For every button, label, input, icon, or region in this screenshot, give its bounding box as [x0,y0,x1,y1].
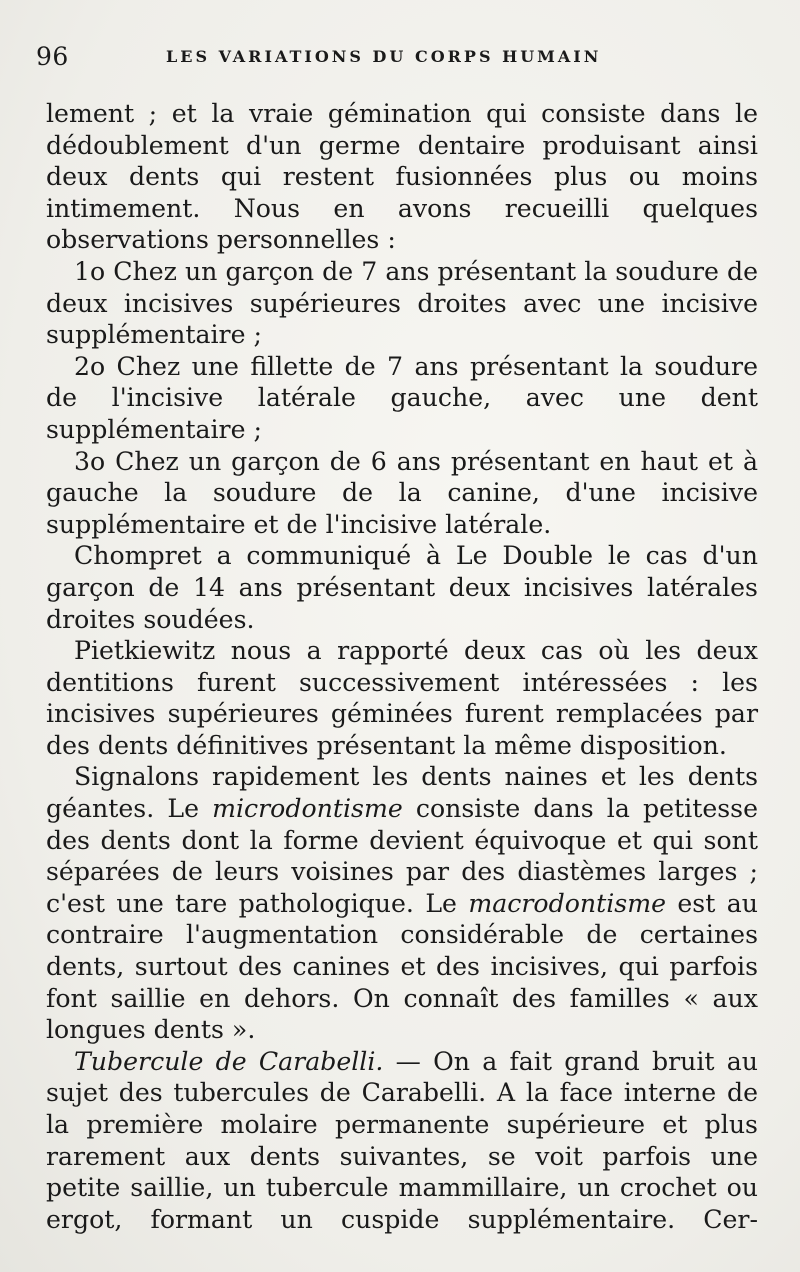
page-number: 96 [36,42,69,71]
paragraph-carabelli [46,1046,758,1236]
term-macrodontisme: macrodontisme [468,888,666,918]
term-microdontisme: microdontisme [212,794,403,824]
text-run: consiste dans la petitesse des dents dont la forme devient équivoque et qui sont séparées de leurs voisines par des diastèmes larges ; c'est une tare pathologique. Le [46,794,758,918]
paragraph-case-1: 1o Chez un garçon de 7 ans présentant la soudure de deux incisives supérieures droites avec une incisive supplémentaire ; [46,256,758,350]
paragraph-case-3: 3o Chez un garçon de 6 ans présentant en haut et à gauche la soudure de la canine, d'une incisive supplémentaire et de l'incisive latérale. [46,446,758,539]
running-title: LES VARIATIONS DU CORPS HUMAIN [166,47,602,66]
text-run: Signalons rapidement les dents naines et les dents géantes. Le [46,762,758,824]
section-heading-carabelli: Tubercule de Carabelli. [74,1046,384,1076]
text-run: est au contraire l'augmentation considérable de certaines dents, surtout des canines et des incisives, qui parfois font saillie en dehors. On connaît des familles « aux longues dents ». [46,888,758,1045]
paragraph-dents-naines [46,761,758,1045]
text-run: — On a fait grand bruit au sujet des tubercules de Carabelli. A la face interne de la première molaire permanente supérieure et plus rarement aux dents suivantes, se voit parfois une petite saillie, un tubercule mammillaire, un crochet ou ergot, formant un cuspide supplémentaire. Cer- [46,1046,758,1234]
running-head [36,42,760,72]
paragraph-pietkiewitz: Pietkiewitz nous a rapporté deux cas où les deux dentitions furent successivement intéressées : les incisives supérieures géminées furent remplacées par des dents définitives présentant la même disposition. [46,636,758,760]
body-text [46,98,758,1235]
paragraph-case-2: 2o Chez une fillette de 7 ans présentant la soudure de l'incisive latérale gauche, avec une dent supplémentaire ; [46,351,758,444]
paragraph-chompret: Chompret a communiqué à Le Double le cas d'un garçon de 14 ans présentant deux incisives latérales droites soudées. [46,541,758,634]
paragraph-1: lement ; et la vraie gémination qui consiste dans le dédoublement d'un germe dentaire produisant ainsi deux dents qui restent fusionnées plus ou moins intimement. Nous en avons recueilli quelques observations personnelles : [46,99,758,255]
